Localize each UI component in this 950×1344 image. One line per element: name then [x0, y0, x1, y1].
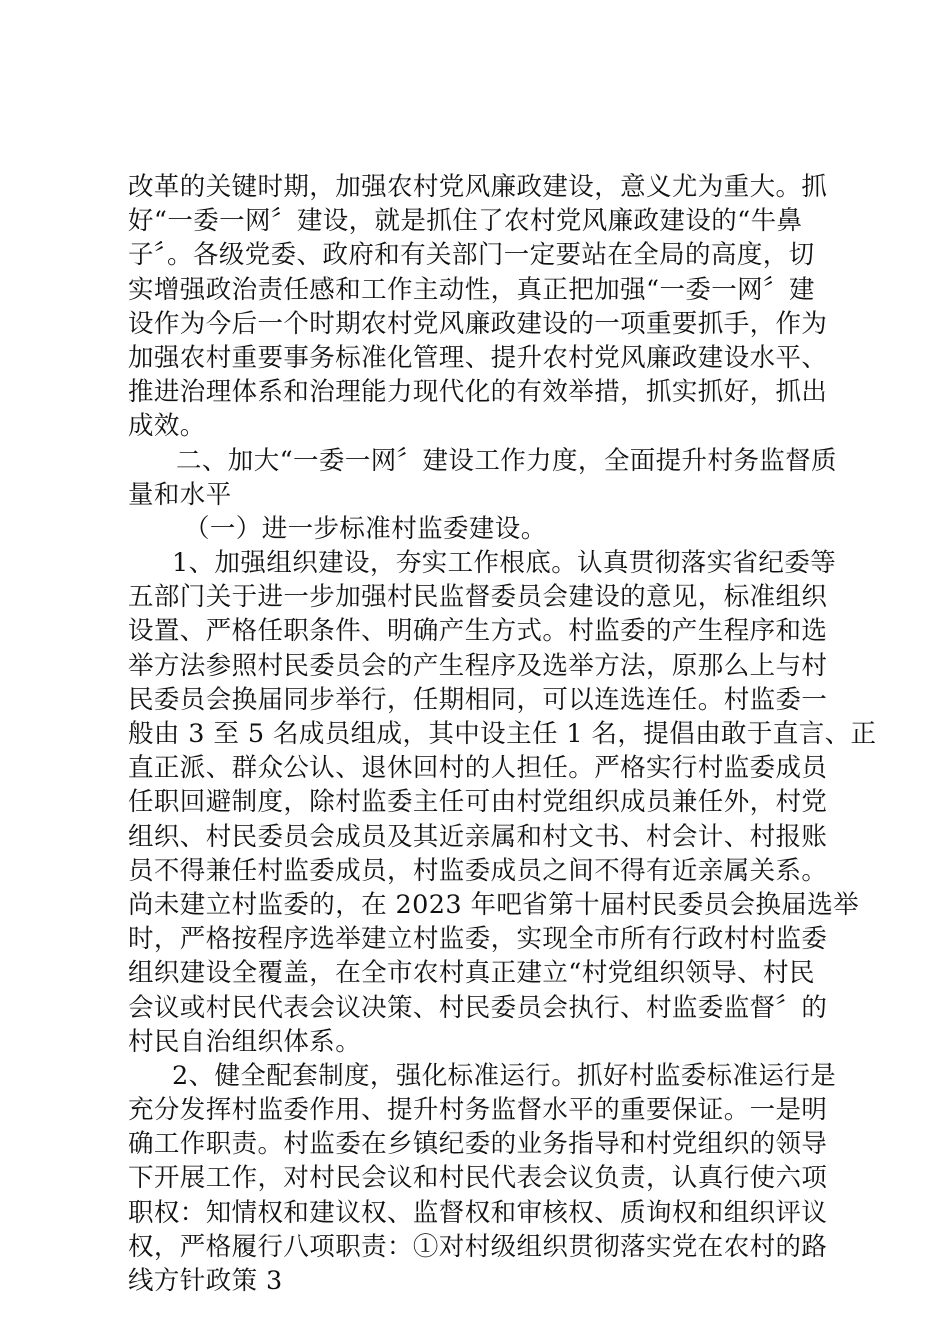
- heading-line: 二、加大“一委一网〞建设工作力度，全面提升村务监督质: [176, 445, 837, 476]
- subsection-heading: [128, 512, 828, 546]
- text-line: 设作为今后一个时期农村党风廉政建设的一项重要抓手，作为: [128, 308, 828, 339]
- text-line: 任职回避制度，除村监委主任可由村党组织成员兼任外，村党: [128, 787, 828, 818]
- text-line: 确工作职责。村监委在乡镇纪委的业务指导和村党组织的领导: [128, 1129, 828, 1160]
- heading-line: （一）进一步标准村监委建设。: [184, 513, 547, 544]
- text-line: 直正派、群众公认、退休回村的人担任。严格实行村监委成员: [128, 753, 828, 784]
- text-line: 实增强政治责任感和工作主动性，真正把加强“一委一网〞建: [128, 274, 815, 305]
- text-line: 职权：知情权和建议权、监督权和审核权、质询权和组织评议: [128, 1197, 828, 1228]
- text-line: 民委员会换届同步举行，任期相同，可以连选连任。村监委一: [128, 684, 828, 715]
- text-line: 好“一委一网〞建设，就是抓住了农村党风廉政建设的“牛鼻: [128, 206, 803, 237]
- text-line: 举方法参照村民委员会的产生程序及选举方法，原那么上与村: [128, 650, 828, 681]
- paragraph-intro: [128, 170, 828, 444]
- text-line: 员不得兼任村监委成员，村监委成员之间不得有近亲属关系。: [128, 855, 828, 886]
- section-heading: [128, 444, 837, 512]
- text-line: 线方针政策 3: [128, 1266, 283, 1296]
- text-line: 改革的关键时期，加强农村党风廉政建设，意义尤为重大。抓: [128, 172, 828, 202]
- text-line: 般由 3 至 5 名成员组成，其中设主任 1 名，提倡由敢于直言、正: [128, 719, 877, 749]
- text-line: 加强农村重要事务标准化管理、提升农村党风廉政建设水平、: [128, 342, 828, 373]
- text-line: 充分发挥村监委作用、提升村务监督水平的重要保证。一是明: [128, 1095, 828, 1126]
- text-line: 1、加强组织建设，夯实工作根底。认真贯彻落实省纪委等: [172, 548, 837, 579]
- heading-line: 量和水平: [128, 479, 232, 510]
- text-line: 尚未建立村监委的，在 2023 年吧省第十届村民委员会换届选举: [128, 889, 860, 920]
- document-body: [128, 170, 877, 1298]
- text-line: 五部门关于进一步加强村民监督委员会建设的意见，标准组织: [128, 582, 828, 613]
- text-line: 权，严格履行八项职责：①对村级组织贯彻落实党在农村的路: [128, 1231, 828, 1262]
- text-line: 2、健全配套制度，强化标准运行。抓好村监委标准运行是: [172, 1060, 837, 1091]
- text-line: 村民自治组织体系。: [128, 1026, 362, 1057]
- text-line: 推进治理体系和治理能力现代化的有效举措，抓实抓好，抓出: [128, 377, 828, 408]
- text-line: 设置、严格任职条件、明确产生方式。村监委的产生程序和选: [128, 616, 828, 647]
- text-line: 组织、村民委员会成员及其近亲属和村文书、村会计、村报账: [128, 821, 828, 852]
- text-line: 组织建设全覆盖，在全市农村真正建立“村党组织领导、村民: [128, 958, 815, 989]
- text-line: 会议或村民代表会议决策、村民委员会执行、村监委监督〞的: [128, 992, 828, 1023]
- paragraph-institution: [128, 1059, 837, 1298]
- text-line: 子〞。各级党委、政府和有关部门一定要站在全局的高度，切: [128, 240, 815, 271]
- text-line: 时，严格按程序选举建立村监委，实现全市所有行政村村监委: [128, 924, 828, 955]
- text-line: 下开展工作，对村民会议和村民代表会议负责，认真行使六项: [128, 1163, 828, 1194]
- paragraph-organization: [128, 546, 877, 1059]
- text-line: 成效。: [128, 411, 206, 442]
